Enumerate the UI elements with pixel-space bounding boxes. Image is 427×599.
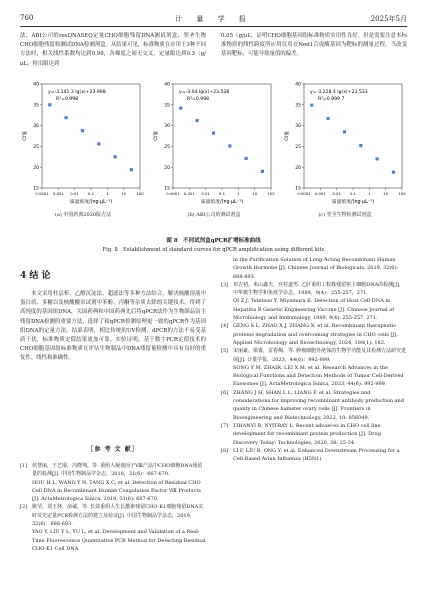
data-point (261, 170, 264, 173)
chart-b-panel (151, 80, 277, 228)
r2-label: R²=0.998 (56, 97, 79, 102)
x-tick-label: 0.01 (201, 191, 210, 196)
issue-date: 2025年5月 (370, 15, 407, 23)
references-title: ［参 考 文 献］ (87, 446, 139, 453)
journal-name: 计 量 学 报 (175, 15, 252, 23)
y-tick-label: 40 (33, 82, 39, 88)
reference-text: GENG S L, ZHAO X J, ZHANG X, et al. Recombinant therapeutic proteins degradation and overcoming strategies in CHO cells [J]. Applied Microbiology and Biotechnology, 2024, 108(1): 182. (233, 323, 398, 346)
chart-c-panel (282, 80, 408, 228)
reference-item (20, 503, 206, 528)
r2-label: R²=0.999 7 (318, 97, 345, 102)
y-tick-label: 30 (33, 124, 39, 130)
reference-number: [3] (221, 281, 229, 288)
references-right (221, 256, 407, 463)
reference-item (20, 479, 206, 504)
data-point (65, 116, 68, 119)
reference-item (221, 297, 407, 322)
header-rule (20, 26, 407, 27)
references-left (20, 462, 206, 553)
x-tick-label: 0.1 (349, 191, 357, 196)
data-point (179, 107, 182, 110)
y-tick-label: 15 (164, 186, 170, 192)
equation-label: y=-3.04 lg(x)+23.528 (179, 90, 230, 95)
data-point (114, 155, 117, 158)
y-tick-label: 15 (33, 186, 39, 192)
conclusion-paragraph: 本文采用柱层析、乙醇沉淀法、超滤法等多种方法结合，解决核酸溶液中蛋白质、多糖以及核酸酸泵试剂中苯酚、丙酮等杂质去除的关键技术，得到了高纯度的基因组DNA，关国药典和中国药典先后将qPCR法作为生物制品宿主残留DNA检测的重要方法，选择了和qPCR检测原理更一致的qPCR作为基因组DNA的定量方法。结果表明，相比传统的UV检测，dPCR的方法不易受基质干扰，标准物质定值结果更加可靠。实验证明，基于数字PCR定值技术的CHO细胞基因组标准物质在评估生物制品中DNA残留量检测中具有良好的重复性、线性和准确性。 (20, 291, 206, 362)
section-title: 4 结 论 (20, 271, 51, 281)
x-tick-label: 0.1 (87, 191, 95, 196)
x-axis-label: 质量浓度/(ng·μL⁻¹) (69, 200, 113, 205)
reference-text: 祁吉初，米山鑫夫，宫村道男. 乙肝重组工程株残留宿主细胞DNA的检测[J]. 中华微生物学和免疫学杂志，1989，9(4)：255-257，271. (233, 281, 401, 297)
data-point (310, 104, 313, 107)
y-tick-label: 35 (164, 103, 170, 109)
reference-item (221, 347, 407, 364)
reference-item (221, 389, 407, 422)
data-point (376, 157, 379, 160)
reference-number: [8] (221, 447, 229, 454)
data-point (359, 144, 362, 147)
x-axis-label: 质量浓度/(ng·μL⁻¹) (331, 200, 375, 205)
reference-item (221, 364, 407, 389)
x-tick-label: 1 (368, 191, 371, 196)
x-tick-label: 0.0001 (166, 191, 180, 196)
x-tick-label: 10 (121, 191, 127, 196)
top-left-column (20, 32, 206, 69)
figure-caption-cn: 图 8 不同试剂盒qPCR扩增标准曲线 (166, 238, 261, 244)
chart-b-caption: (b) ABI公司的测试剂盒 (187, 212, 241, 218)
y-tick-label: 20 (33, 165, 39, 171)
reference-item (221, 256, 407, 281)
top-right-column (221, 32, 407, 60)
y-tick-label: 35 (295, 103, 301, 109)
conclusion-column (20, 290, 206, 364)
x-tick-label: 0.1 (218, 191, 226, 196)
reference-number: [7] (221, 422, 229, 429)
reference-text: TIHANYI B, NYITRAY L. Recent advances in CHO cell line development for recombinant protein production [J]. Drug Discovery Today: Technologies, 2020, 38: 25-34. (233, 422, 381, 446)
data-point (81, 129, 84, 132)
x-tick-label: 0.0001 (35, 191, 49, 196)
body-paragraph: 0.05（g/μL，证明CHO细胞基因组标准物质实用性良好。但是需要注意本标准物质的线性跨度所应用仅用在Nod1合成酶基因为靶标的测量过程，当改变基因靶标，可能导致量值的偏差。 (221, 33, 407, 58)
reference-text: 侯慧丽，王艺琨，冯晓翔，等. 重组人凝血因子Ⅷ产品中CHO细胞DNA残留量的检测[J]. 中国生物制品学杂志，2018，31(6)：667-670. (32, 463, 203, 478)
data-point (245, 157, 248, 160)
reference-text: LI F, LIU B, ONG Y, et al. Enhanced Downstream Processing for a Cell-Based Avian Influenza (H5N1) (233, 447, 400, 463)
running-header (20, 14, 407, 26)
reference-text: 姚莹，刘玉林，俞诚，等. 长效重组人生长激素残留CHO-K1细胞残留DNA实时荧光定量PCR检测方法的建立及验证[J]. 中国生物制品学杂志，2019，32(6)：688-693. (32, 504, 204, 528)
x-tick-label: 10 (383, 191, 389, 196)
data-point (343, 130, 346, 133)
data-point (196, 119, 199, 122)
data-point (228, 144, 231, 147)
reference-text: ZHANG J H, SHAN L L, LIANG F, et al. Strategies and considerations for improving recombinant antibody production and quality in Chinese hamster ovary cells [J]. Frontiers in Bioengineering and Biotechnology, 2022, 10: 856049. (233, 389, 404, 421)
x-tick-label: 100 (267, 191, 275, 196)
x-tick-label: 1 (106, 191, 109, 196)
y-tick-label: 35 (33, 103, 39, 109)
y-tick-label: 15 (295, 186, 301, 192)
x-axis-label: 质量浓度/(ng·μL⁻¹) (200, 200, 244, 205)
y-tick-label: 25 (164, 145, 170, 150)
reference-text: in the Purification Solution of Long-Acting Recombinant Human Growth Hormone [J]. Chinese Journal of Biologicals, 2019, 32(6): 688-693. (233, 257, 399, 280)
y-axis-label: Ct值 (285, 131, 290, 141)
x-tick-label: 10 (252, 191, 258, 196)
equation-label: y=-3.141 3 lg(x)+23.998 (48, 90, 106, 95)
reference-item (221, 281, 407, 298)
reference-item (221, 422, 407, 447)
data-point (327, 117, 330, 120)
reference-text: SONG Y M, ZHAIR, LEI X M, et al. Research Advances in the Biological Functions and Detection Methods of Tumor Cell-Derived Exosomes [J]. ActaMetrologica Sinica, 2023, 44(6): 992-999. (233, 364, 404, 388)
y-tick-label: 30 (164, 124, 170, 130)
x-tick-label: 0.01 (70, 191, 79, 196)
data-point (212, 131, 215, 134)
chart-a-caption: (a) 中国药典2020版方法 (54, 212, 112, 218)
equation-label: y=-3.228 4 lg(x)+23.533 (310, 90, 368, 95)
y-tick-label: 40 (295, 82, 301, 88)
y-tick-label: 25 (295, 145, 301, 150)
chart-a-panel (20, 80, 146, 228)
chart-c-caption: (c) 翌圣生物检测试剂盒 (318, 212, 372, 218)
body-paragraph: 法、ABI公司的resDNASEQ定量CHO细胞残留DNA测试剂盒、翌圣生物CHO细胞残留检测试DNA检测剂盒。从结果可见，标准物质在应用于3种不同方法时，相关线性系数均达到0.99，各梯度之间无交叉，定量限达到0.3（g/μL，检出限达到 (20, 33, 206, 67)
r2-label: R²=0.998 (187, 97, 210, 102)
y-tick-label: 20 (295, 165, 301, 171)
y-tick-label: 25 (33, 145, 39, 150)
data-point (48, 103, 51, 106)
data-point (130, 168, 133, 171)
y-tick-label: 40 (164, 82, 170, 88)
reference-item (20, 528, 206, 553)
reference-text: YAO Y, LIU Y L, YU L, et al. Development and Validation of a Real-Time Fluorescence Quantitative PCR Method for Detecting Residual CHO-K1 Cell DNA (32, 529, 206, 552)
page-number: 760 (20, 14, 34, 22)
reference-text: 宋丽豪，梁睿，雷春梅，等. 肿瘤细胞外泌体的生物学功能及其检测方法研究进展[J]. 计量学报，2023，44(6)：992-999. (233, 348, 407, 363)
chart-b-svg (151, 80, 277, 210)
reference-item (221, 447, 407, 464)
y-tick-label: 20 (164, 165, 170, 171)
chart-a-svg (20, 80, 146, 210)
chart-c-svg (282, 80, 408, 210)
reference-item (20, 462, 206, 479)
x-tick-label: 100 (398, 191, 406, 196)
reference-text: QI Z J, Tetetsuo Y, Miyamura K. Detection of Host Cell DNA in Hepatitis B Genetic Engineering Vaccine [J]. Chinese Journal of Microbiology and Immunology, 1989, 9(4): 255-257, 271. (233, 298, 395, 322)
x-tick-label: 100 (136, 191, 144, 196)
y-axis-label: Ct值 (154, 131, 159, 141)
reference-number: [1] (20, 463, 28, 469)
x-tick-label: 0.001 (183, 191, 195, 196)
x-tick-label: 0.001 (314, 191, 326, 196)
reference-number: [4] (221, 323, 229, 330)
y-tick-label: 30 (295, 124, 301, 130)
data-point (97, 142, 100, 145)
reference-number: [2] (20, 504, 28, 511)
reference-number: [5] (221, 348, 229, 355)
x-tick-label: 1 (237, 191, 240, 196)
x-tick-label: 0.001 (52, 191, 64, 196)
x-tick-label: 0.0001 (297, 191, 311, 196)
data-point (392, 171, 395, 174)
x-tick-label: 0.01 (332, 191, 341, 196)
y-axis-label: Ct值 (23, 131, 28, 141)
reference-number: [6] (221, 389, 229, 396)
reference-item (221, 322, 407, 347)
figure-caption-en: Fig. 8 Establishment of standard curves for qPCR amplification using different kits (102, 247, 325, 253)
reference-text: HOU H L, WANG Y N, TANG X C, et al. Detection of Residual CHO Cell DNA in Recombinant Human Coagulation Factor Ⅷ Products [J]. ActaMetrologica Sinica, 2018, 31(6): 667-670. (32, 479, 201, 503)
